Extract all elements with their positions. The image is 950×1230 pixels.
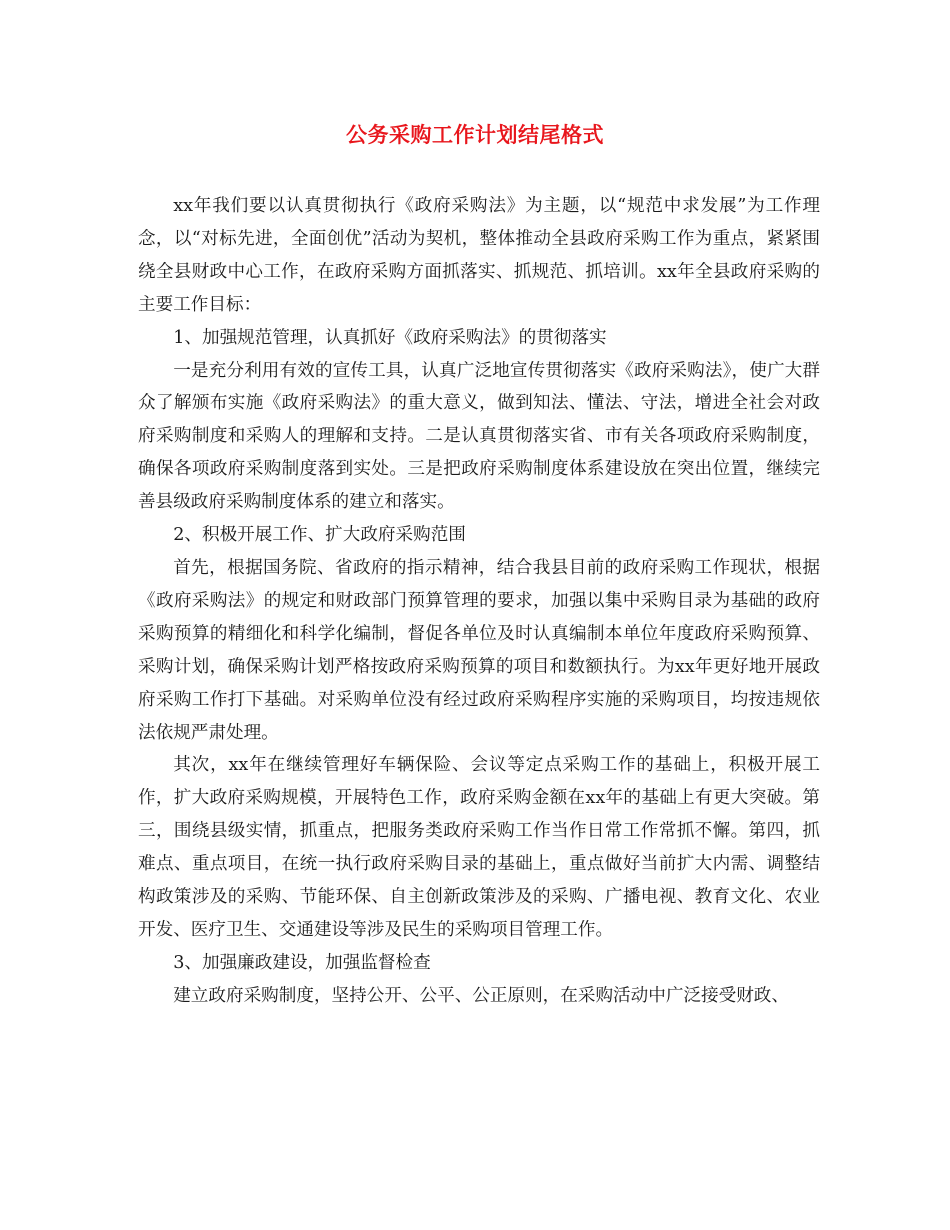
section-heading: 3、加强廉政建设，加强监督检查 [173, 952, 431, 973]
document-title: 公务采购工作计划结尾格式 [346, 123, 604, 147]
section-heading: 1、加强规范管理，认真抓好《政府采购法》的贯彻落实 [173, 327, 607, 348]
paragraph: xx年我们要以认真贯彻执行《政府采购法》为主题，以“规范中求发展”为工作理念，以“对标先进，全面创优”活动为契机，整体推动全县政府采购工作为重点，紧紧围绕全县财政中心工作，在政府采购方面抓落实、抓规范、抓培训。xx年全县政府采购的主要工作目标： [138, 196, 820, 315]
paragraph: 一是充分利用有效的宣传工具，认真广泛地宣传贯彻落实《政府采购法》，使广大群众了解颁布实施《政府采购法》的重大意义，做到知法、懂法、守法，增进全社会对政府采购制度和采购人的理解和支持。二是认真贯彻落实省、市有关各项政府采购制度，确保各项政府采购制度落到实处。三是把政府采购制度体系建设放在突出位置，继续完善县级政府采购制度体系的建立和落实。 [138, 360, 820, 513]
section-heading: 2、积极开展工作、扩大政府采购范围 [173, 525, 466, 546]
paragraph: 建立政府采购制度，坚持公开、公平、公正原则，在采购活动中广泛接受财政、 [173, 985, 789, 1006]
paragraph: 首先，根据国务院、省政府的指示精神，结合我县目前的政府采购工作现状，根据《政府采购法》的规定和财政部门预算管理的要求，加强以集中采购目录为基础的政府采购预算的精细化和科学化编制，督促各单位及时认真编制本单位年度政府采购预算、采购计划，确保采购计划严格按政府采购预算的项目和数额执行。为xx年更好地开展政府采购工作打下基础。对采购单位没有经过政府采购程序实施的采购项目，均按违规依法依规严肃处理。 [138, 557, 820, 743]
document-body [138, 190, 820, 1013]
paragraph: 其次，xx年在继续管理好车辆保险、会议等定点采购工作的基础上，积极开展工作，扩大政府采购规模，开展特色工作，政府采购金额在xx年的基础上有更大突破。第三，围绕县级实情，抓重点，把服务类政府采购工作当作日常工作常抓不懈。第四，抓难点、重点项目，在统一执行政府采购目录的基础上，重点做好当前扩大内需、调整结构政策涉及的采购、节能环保、自主创新政策涉及的采购、广播电视、教育文化、农业开发、医疗卫生、交通建设等涉及民生的采购项目管理工作。 [138, 755, 820, 940]
